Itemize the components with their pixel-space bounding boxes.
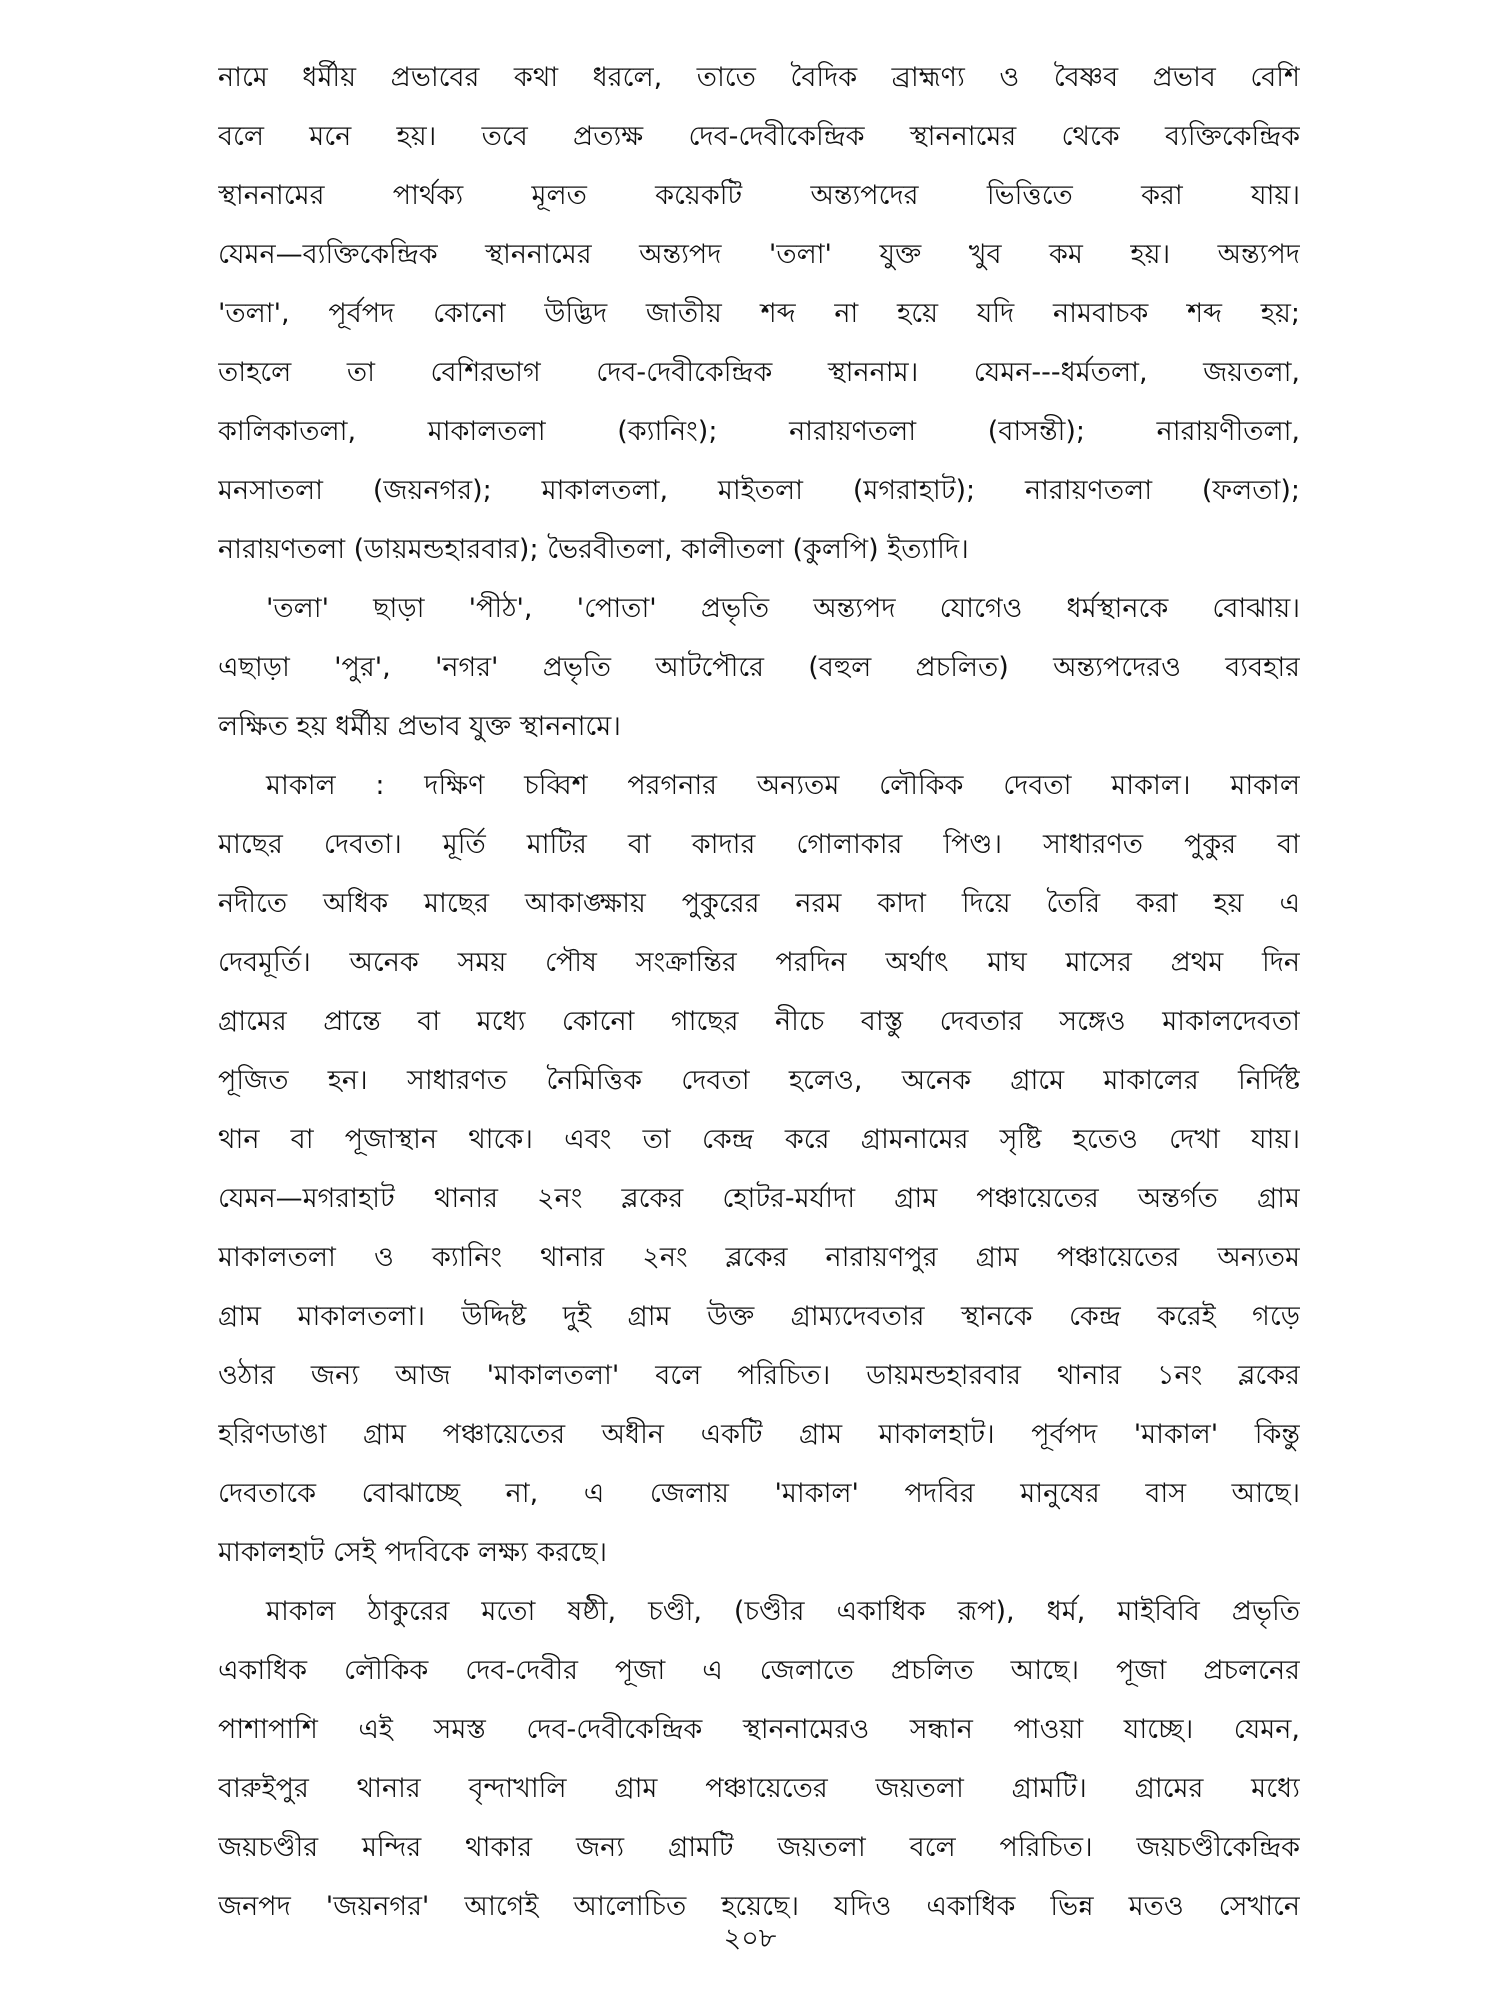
text-line: গ্রামের প্রান্তে বা মধ্যে কোনো গাছের নীচে বাস্তু দেবতার সঙ্গেও মাকালদেবতা xyxy=(218,1006,1300,1037)
text-line: মাকাল : দক্ষিণ চব্বিশ পরগনার অন্যতম লৌকিক দেবতা মাকাল। মাকাল xyxy=(266,770,1300,801)
text-line: হরিণডাঙা গ্রাম পঞ্চায়েতের অধীন একটি গ্রাম মাকালহাট। পূর্বপদ 'মাকাল' কিন্তু xyxy=(218,1419,1300,1450)
text-line: পাশাপাশি এই সমস্ত দেব-দেবীকেন্দ্রিক স্থাননামেরও সন্ধান পাওয়া যাচ্ছে। যেমন, xyxy=(218,1714,1300,1745)
text-line: যেমন—ব্যক্তিকেন্দ্রিক স্থাননামের অন্ত্যপদ 'তলা' যুক্ত খুব কম হয়। অন্ত্যপদ xyxy=(218,239,1300,270)
text-line: বলে মনে হয়। তবে প্রত্যক্ষ দেব-দেবীকেন্দ্রিক স্থাননামের থেকে ব্যক্তিকেন্দ্রিক xyxy=(218,121,1300,152)
text-line: দেবতাকে বোঝাচ্ছে না, এ জেলায় 'মাকাল' পদবির মানুষের বাস আছে। xyxy=(218,1478,1300,1509)
text-line: পূজিত হন। সাধারণত নৈমিত্তিক দেবতা হলেও, অনেক গ্রামে মাকালের নির্দিষ্ট xyxy=(218,1065,1300,1096)
text-line: স্থাননামের পার্থক্য মূলত কয়েকটি অন্ত্যপদের ভিত্তিতে করা যায়। xyxy=(218,180,1300,211)
text-line: 'তলা' ছাড়া 'পীঠ', 'পোতা' প্রভৃতি অন্ত্যপদ যোগেও ধর্মস্থানকে বোঝায়। xyxy=(266,593,1300,624)
text-line: 'তলা', পূর্বপদ কোনো উদ্ভিদ জাতীয় শব্দ না হয়ে যদি নামবাচক শব্দ হয়; xyxy=(218,298,1300,329)
text-line: মাকালতলা ও ক্যানিং থানার ২নং ব্লকের নারায়ণপুর গ্রাম পঞ্চায়েতের অন্যতম xyxy=(218,1242,1300,1273)
text-line: যেমন—মগরাহাট থানার ২নং ব্লকের হোটর-মর্যাদা গ্রাম পঞ্চায়েতের অন্তর্গত গ্রাম xyxy=(218,1183,1300,1214)
text-line: মনসাতলা (জয়নগর); মাকালতলা, মাইতলা (মগরাহাট); নারায়ণতলা (ফলতা); xyxy=(218,475,1300,506)
text-line: কালিকাতলা, মাকালতলা (ক্যানিং); নারায়ণতলা (বাসন্তী); নারায়ণীতলা, xyxy=(218,416,1300,447)
body-text xyxy=(218,48,1300,1936)
text-line: নদীতে অধিক মাছের আকাঙ্ক্ষায় পুকুরের নরম কাদা দিয়ে তৈরি করা হয় এ xyxy=(218,888,1300,919)
text-line: জনপদ 'জয়নগর' আগেই আলোচিত হয়েছে। যদিও একাধিক ভিন্ন মতও সেখানে xyxy=(218,1891,1300,1922)
text-line: ওঠার জন্য আজ 'মাকালতলা' বলে পরিচিত। ডায়মন্ডহারবার থানার ১নং ব্লকের xyxy=(218,1360,1300,1391)
text-line: লক্ষিত হয় ধর্মীয় প্রভাব যুক্ত স্থাননামে। xyxy=(218,711,621,742)
page-number: ২০৮ xyxy=(723,1923,777,1954)
text-line: মাছের দেবতা। মূর্তি মাটির বা কাদার গোলাকার পিণ্ড। সাধারণত পুকুর বা xyxy=(218,829,1300,860)
text-line: দেবমূর্তি। অনেক সময় পৌষ সংক্রান্তির পরদিন অর্থাৎ মাঘ মাসের প্রথম দিন xyxy=(218,947,1300,978)
text-line: তাহলে তা বেশিরভাগ দেব-দেবীকেন্দ্রিক স্থাননাম। যেমন---ধর্মতলা, জয়তলা, xyxy=(218,357,1300,388)
text-line: নারায়ণতলা (ডায়মন্ডহারবার); ভৈরবীতলা, কালীতলা (কুলপি) ইত্যাদি। xyxy=(218,534,969,565)
text-line: গ্রাম মাকালতলা। উদ্দিষ্ট দুই গ্রাম উক্ত গ্রাম্যদেবতার স্থানকে কেন্দ্র করেই গড়ে xyxy=(218,1301,1300,1332)
text-line: একাধিক লৌকিক দেব-দেবীর পূজা এ জেলাতে প্রচলিত আছে। পূজা প্রচলনের xyxy=(218,1655,1300,1686)
text-line: বারুইপুর থানার বৃন্দাখালি গ্রাম পঞ্চায়েতের জয়তলা গ্রামটি। গ্রামের মধ্যে xyxy=(218,1773,1300,1804)
text-line: জয়চণ্ডীর মন্দির থাকার জন্য গ্রামটি জয়তলা বলে পরিচিত। জয়চণ্ডীকেন্দ্রিক xyxy=(218,1832,1300,1863)
text-line: থান বা পূজাস্থান থাকে। এবং তা কেন্দ্র করে গ্রামনামের সৃষ্টি হতেও দেখা যায়। xyxy=(218,1124,1300,1155)
text-line: মাকাল ঠাকুরের মতো ষষ্ঠী, চণ্ডী, (চণ্ডীর একাধিক রূপ), ধর্ম, মাইবিবি প্রভৃতি xyxy=(266,1596,1300,1627)
text-line: নামে ধর্মীয় প্রভাবের কথা ধরলে, তাতে বৈদিক ব্রাহ্মণ্য ও বৈষ্ণব প্রভাব বেশি xyxy=(218,62,1300,93)
text-line: এছাড়া 'পুর', 'নগর' প্রভৃতি আটপৌরে (বহুল প্রচলিত) অন্ত্যপদেরও ব্যবহার xyxy=(218,652,1300,683)
text-line: মাকালহাট সেই পদবিকে লক্ষ্য করছে। xyxy=(218,1537,607,1568)
